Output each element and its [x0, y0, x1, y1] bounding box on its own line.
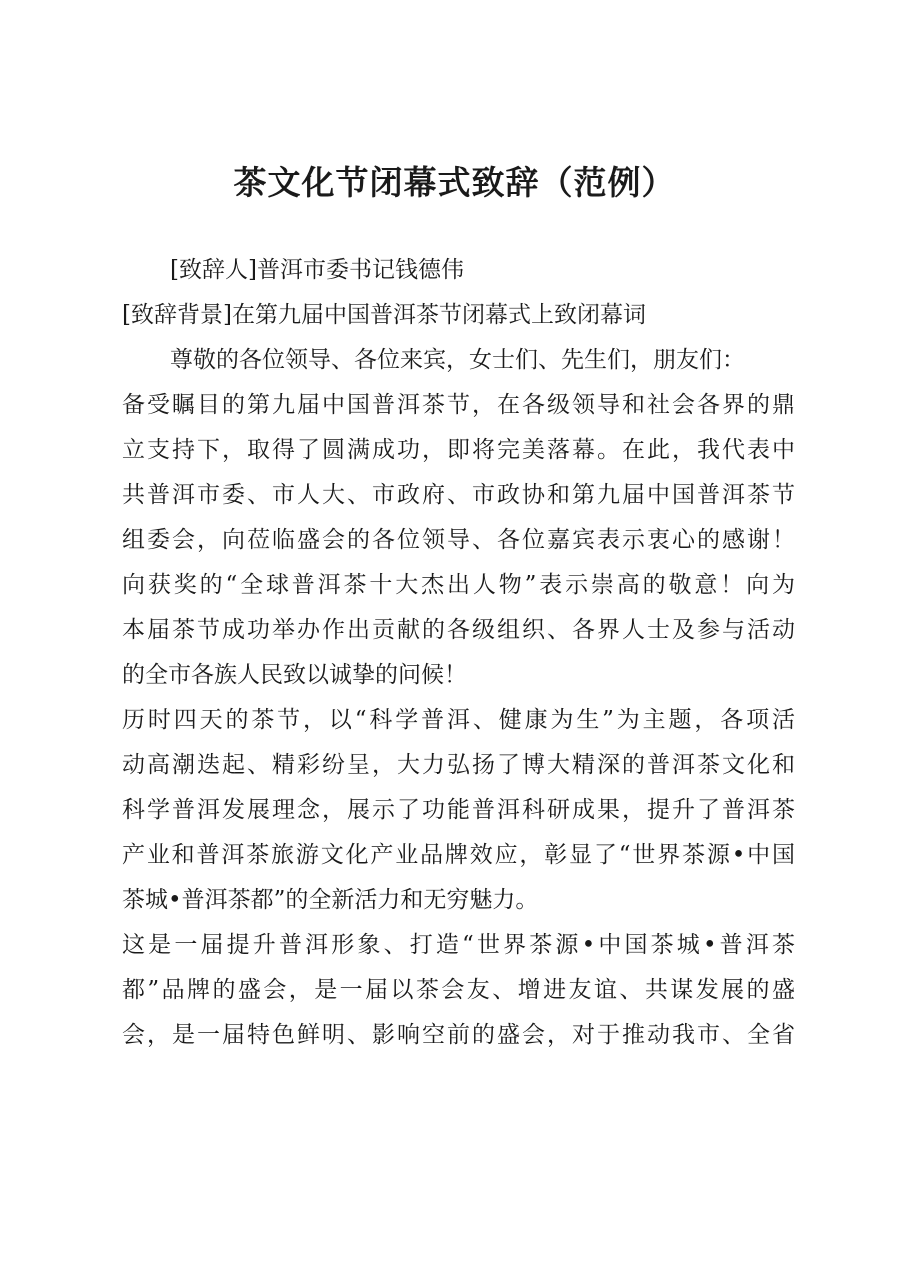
paragraph-line: 茶城•普洱茶都”的全新活力和无穷魅力。 [122, 887, 539, 913]
salutation-line: 尊敬的各位领导、各位来宾，女士们、先生们，朋友们： [170, 347, 745, 373]
document-body [122, 248, 795, 1058]
paragraph-line: 产业和普洱茶旅游文化产业品牌效应，彰显了“世界茶源•中国 [122, 842, 795, 868]
paragraph-line: 都”品牌的盛会，是一届以茶会友、增进友谊、共谋发展的盛 [122, 977, 795, 1003]
background-line: [致辞背景]在第九届中国普洱茶节闭幕式上致闭幕词 [122, 302, 646, 328]
paragraph-line: 备受瞩目的第九届中国普洱茶节，在各级领导和社会各界的鼎 [122, 392, 795, 418]
paragraph-line: 科学普洱发展理念，展示了功能普洱科研成果，提升了普洱茶 [122, 797, 795, 823]
document-title: 茶文化节闭幕式致辞（范例） [233, 163, 676, 202]
paragraph-line: 组委会，向莅临盛会的各位领导、各位嘉宾表示衷心的感谢！ [122, 527, 795, 553]
paragraph-line: 向获奖的“全球普洱茶十大杰出人物”表示崇高的敬意！向为 [122, 572, 795, 598]
paragraph-line: 立支持下，取得了圆满成功，即将完美落幕。在此，我代表中 [122, 437, 795, 463]
paragraph-line: 这是一届提升普洱形象、打造“世界茶源•中国茶城•普洱茶 [122, 932, 795, 958]
paragraph-line: 会，是一届特色鲜明、影响空前的盛会，对于推动我市、全省 [122, 1022, 795, 1048]
paragraph-line: 历时四天的茶节，以“科学普洱、健康为生”为主题，各项活 [122, 707, 795, 733]
paragraph-line: 本届茶节成功举办作出贡献的各级组织、各界人士及参与活动 [122, 617, 795, 643]
paragraph-line: 共普洱市委、市人大、市政府、市政协和第九届中国普洱茶节 [122, 482, 795, 508]
speaker-line: [致辞人]普洱市委书记钱德伟 [170, 257, 464, 283]
paragraph-line: 动高潮迭起、精彩纷呈，大力弘扬了博大精深的普洱茶文化和 [122, 752, 795, 778]
paragraph-line: 的全市各族人民致以诚挚的问候！ [122, 662, 467, 688]
